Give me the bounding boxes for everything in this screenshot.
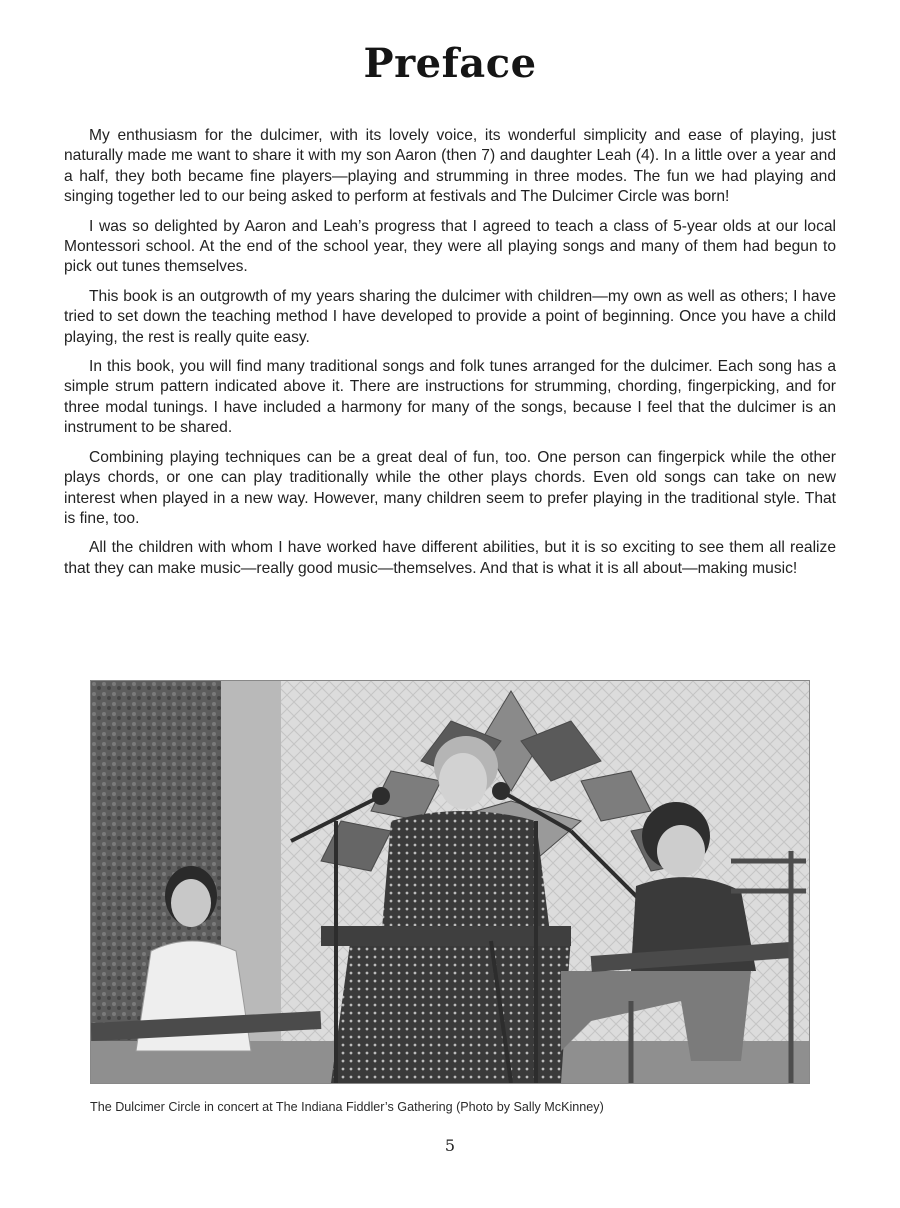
paragraph-4: In this book, you will find many traditional songs and folk tunes arranged for the dulcimer. Each song has a simple strum pattern indicated above it. There are instructions for strumming, chording, fingerpicking, and for three modal tunings. I have included a harmony for many of the songs, because I feel that the dulcimer is an instrument to be shared. — [64, 358, 836, 437]
page-title: Preface — [363, 40, 537, 87]
preface-body — [64, 126, 836, 588]
microphone-1 — [372, 787, 390, 805]
paragraph-1: My enthusiasm for the dulcimer, with its lovely voice, its wonderful simplicity and ease of playing, just naturally made me want to share it with my son Aaron (then 7) and daughter Leah (4). In a little over a year and a half, they both became fine players—playing and strumming in three modes. The fun we had playing and singing together led to our being asked to perform at festivals and The Dulcimer Circle was born! — [64, 127, 836, 206]
page-number: 5 — [444, 1136, 456, 1155]
paragraph-6: All the children with whom I have worked have different abilities, but it is so exciting to see them all realize that they can make music—really good music—themselves. And that is what it is all about—making music! — [64, 539, 836, 577]
dulcimer-center — [321, 926, 571, 946]
photo-caption: The Dulcimer Circle in concert at The Indiana Fiddler’s Gathering (Photo by Sally McKinney) — [90, 1100, 604, 1114]
concert-photo-illustration — [91, 681, 809, 1083]
microphone-2 — [492, 782, 510, 800]
concert-photo — [90, 680, 810, 1084]
paragraph-3: This book is an outgrowth of my years sharing the dulcimer with children—my own as well as others; I have tried to set down the teaching method I have developed to provide a point of beginning. Once you have a child playing, the rest is really quite easy. — [64, 287, 836, 346]
paragraph-2: I was so delighted by Aaron and Leah’s progress that I agreed to teach a class of 5-year olds at our local Montessori school. At the end of the school year, they were all playing songs and many of them had begun to pick out tunes themselves. — [64, 217, 836, 276]
paragraph-5: Combining playing techniques can be a great deal of fun, too. One person can fingerpick while the other plays chords, or one can play traditionally while the other plays chords. Even old songs can take on new interest when played in a new way. However, many children seem to prefer playing in the traditional style. That is fine, too. — [64, 448, 836, 527]
